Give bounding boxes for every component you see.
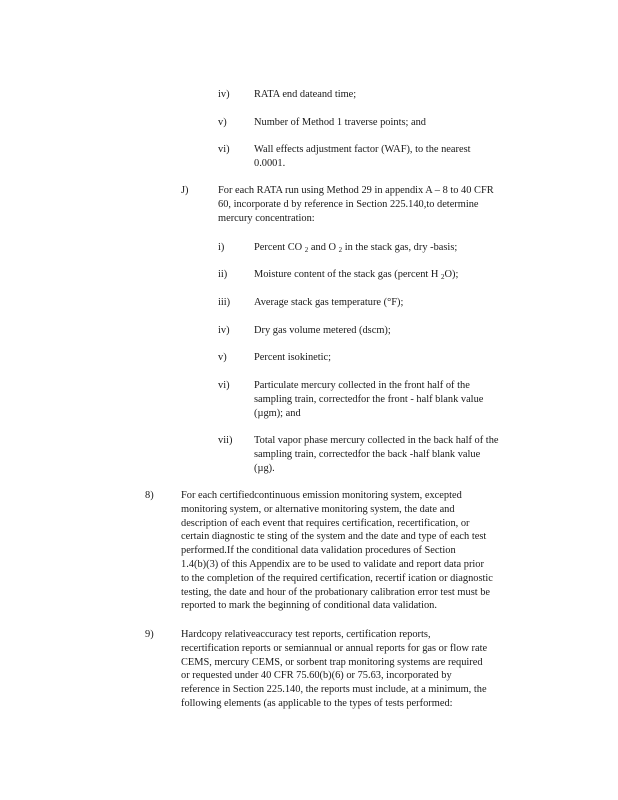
item-text-line: sampling train, correctedfor the front - half blank value (254, 393, 484, 405)
item-text-line: CEMS, mercury CEMS, or sorbent trap monitoring systems are required (181, 656, 483, 668)
item-label: 8) (145, 490, 154, 501)
item-label: v) (218, 352, 227, 363)
item-label: 9) (145, 629, 154, 640)
item-text-line: Moisture content of the stack gas (percent H $_2$O); (254, 269, 459, 281)
item-label: iv) (218, 325, 230, 336)
item-text-line: Dry gas volume metered (dscm); (254, 325, 391, 336)
item-text-line: Hardcopy relativeaccuracy test reports, certification reports, (181, 629, 431, 640)
item-label: i) (218, 242, 225, 253)
item-text-line: or requested under 40 CFR 75.60(b)(6) or 75.63, incorporated by (181, 670, 452, 682)
item-label: vii) (218, 435, 233, 446)
item-text-line: Number of Method 1 traverse points; and (254, 117, 426, 128)
item-text-line: RATA end dateand time; (254, 89, 357, 100)
item-label: J) (181, 185, 189, 196)
item-label: iii) (218, 297, 231, 308)
item-text-line: 0.0001. (254, 157, 286, 169)
item-text-line: reference in Section 225.140, the reports must include, at a minimum, the (181, 684, 487, 696)
item-text-line: For each certifiedcontinuous emission monitoring system, excepted (181, 490, 462, 501)
item-text-line: (µgm); and (254, 407, 301, 419)
item-text-line: (µg). (254, 462, 275, 474)
item-text-line: reported to mark the beginning of conditional data validation. (181, 600, 437, 612)
item-label: iv) (218, 89, 230, 100)
item-label: v) (218, 117, 227, 128)
item-text-line: 1.4(b)(3) of this Appendix are to be used to validate and report data prior (181, 559, 484, 570)
item-text-line: Total vapor phase mercury collected in the back half of the (254, 435, 499, 446)
item-text-line: Wall effects adjustment factor (WAF), to the nearest (254, 144, 471, 155)
item-text-line: For each RATA run using Method 29 in appendix A – 8 to 40 CFR (218, 185, 494, 196)
item-text-line: sampling train, correctedfor the back -half blank value (254, 448, 481, 460)
item-text-line: Percent isokinetic; (254, 352, 332, 363)
item-text-line: testing, the date and hour of the probationary calibration error test must be (181, 586, 491, 598)
item-text-line: certain diagnostic te sting of the system and the date and type of each test (181, 531, 487, 543)
item-text-line: mercury concentration: (218, 212, 315, 224)
item-text-line: following elements (as applicable to the types of tests performed: (181, 698, 453, 709)
item-text-line: Percent CO $_2$ and O $_2$ in the stack gas, dry -basis; (254, 242, 458, 254)
item-text-line: description of each event that requires certification, recertification, or (181, 517, 470, 529)
item-label: vi) (218, 144, 230, 155)
item-text-line: recertification reports or semiannual or annual reports for gas or flow rate (181, 642, 488, 654)
item-text-line: performed.If the conditional data validation procedures of Section (181, 545, 456, 557)
item-text-line: 60, incorporate d by reference in Section 225.140,to determine (218, 198, 479, 210)
item-label: ii) (218, 269, 228, 280)
item-text-line: Particulate mercury collected in the front half of the (254, 380, 470, 391)
item-label: vi) (218, 380, 230, 391)
item-text-line: Average stack gas temperature (°F); (254, 297, 404, 308)
item-text-line: monitoring system, or alternative monitoring system, the date and (181, 503, 455, 515)
item-text-line: to the completion of the required certification, recertif ication or diagnostic (181, 572, 493, 584)
